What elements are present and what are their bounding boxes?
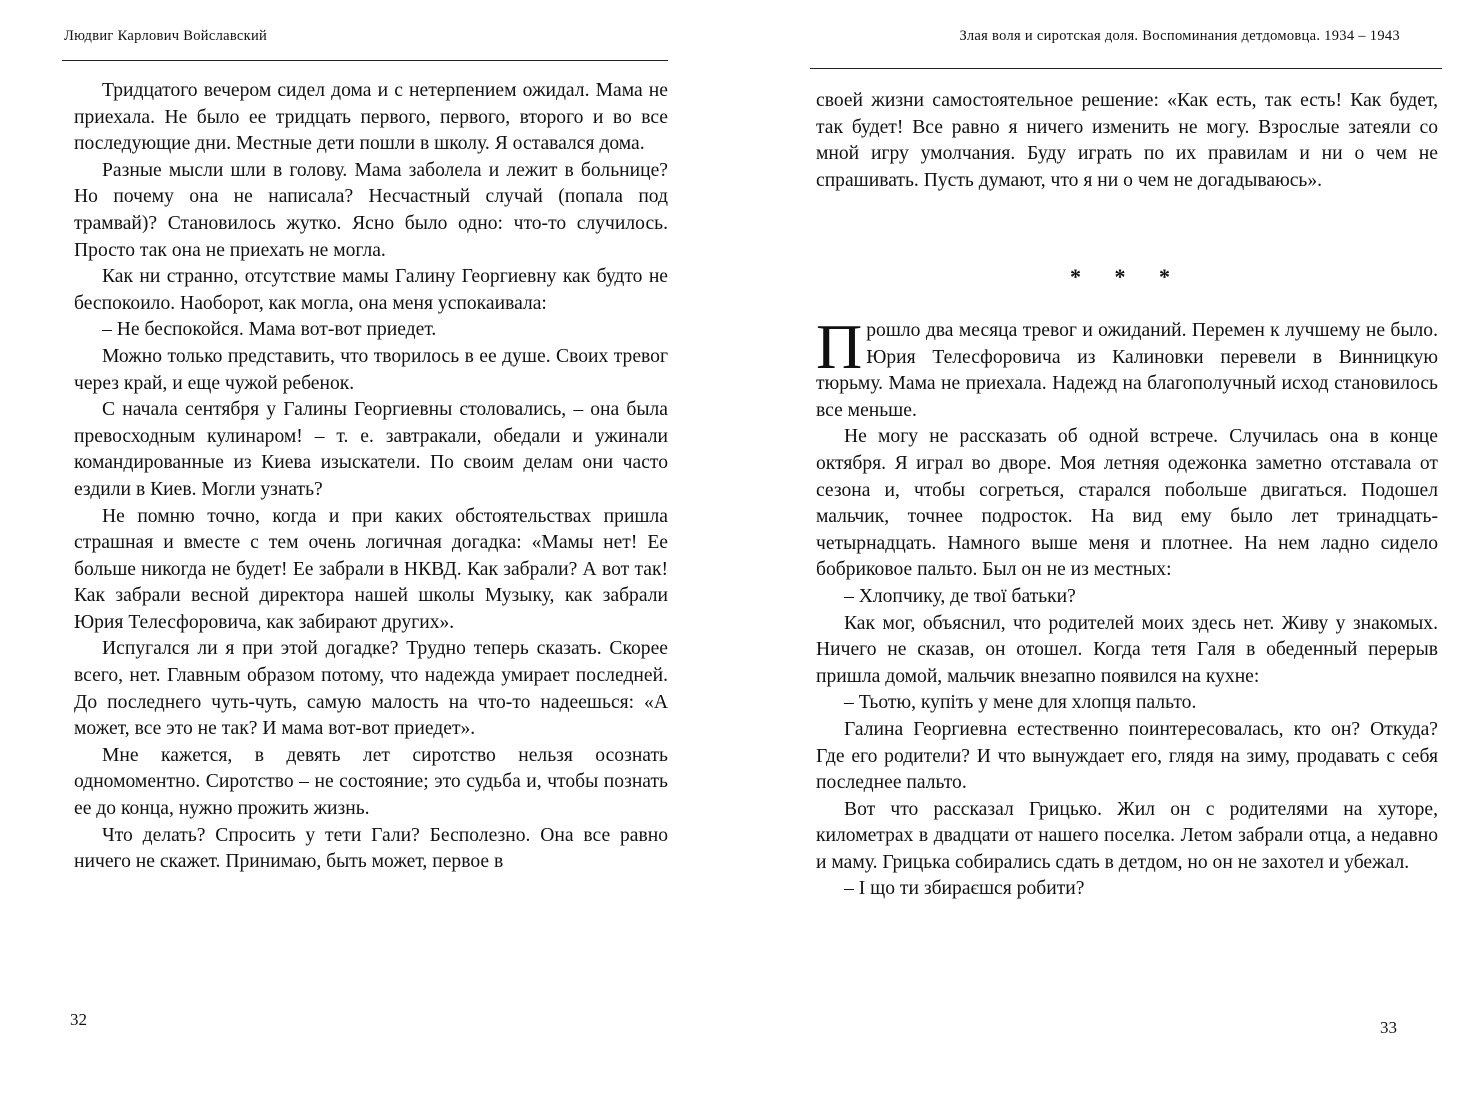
right-page: [738, 0, 1476, 1098]
paragraph: Можно только представить, что творилось в ее душе. Своих тревог через край, и еще чужой ребенок.: [74, 345, 668, 394]
paragraph: С начала сентября у Галины Георгиевны столовались, – она была превосходным кулинаром! – т. е. завтракали, обедали и ужинали командированные из Киева изыскатели. По своим делам они часто ездили в Киев. Могли узнать?: [74, 399, 668, 500]
dropcap-letter: П: [816, 311, 863, 382]
paragraph: – Хлопчику, де твої батьки?: [844, 585, 1076, 607]
paragraph: Как мог, объяснил, что родителей моих здесь нет. Живу у знакомых. Ничего не сказав, он отошел. Когда тетя Галя в обеденный перерыв пришла домой, мальчик внезапно появился на кухне:: [816, 612, 1438, 687]
paragraph: – І що ти збираєшся робити?: [844, 878, 1085, 900]
paragraph: – Не беспокойся. Мама вот-вот приедет.: [102, 319, 437, 341]
paragraph: Не помню точно, когда и при каких обстоятельствах пришла страшная и вместе с тем очень логичная догадка: «Мамы нет! Ее больше никогда не будет! Ее забрали в НКВД. Как забрали? А вот так! Как забрали весной директора нашей школы Музыку, как забрали Юрия Телесфоровича, как забирают других».: [74, 505, 668, 633]
paragraph: – Тьотю, купіть у мене для хлопця пальто.: [844, 692, 1197, 714]
paragraph: Испугался ли я при этой догадке? Трудно теперь сказать. Скорее всего, нет. Главным образом потому, что надежда умирает последней. До последнего чуть-чуть, самую малость на что-то надеешься: «А может, все это не так? И мама вот-вот приедет».: [74, 638, 668, 740]
paragraph-with-dropcap: [816, 311, 1438, 424]
paragraph: Разные мысли шли в голову. Мама заболела и лежит в больнице? Но почему она не написала? Несчастный случай (попала под трамвай)? Становилось жутко. Ясно было одно: что-то случилось. Просто так она не приехать не могла.: [74, 159, 668, 261]
left-header-rule: [62, 60, 668, 61]
paragraph: Не могу не рассказать об одной встрече. Случилась она в конце октября. Я играл во дворе. Моя летняя одежонка заметно отставала от сезона и, чтобы согреться, старался побольше двигаться. Подошел мальчик, точнее подросток. На вид ему было лет тринадцать-четырнадцать. Намного выше меня и плотнее. На нем ладно сидело бобриковое пальто. Был он не из местных:: [816, 426, 1438, 581]
section-separator: * * *: [1070, 264, 1184, 289]
right-running-head: Злая воля и сиротская доля. Воспоминания детдомовца. 1934 – 1943: [959, 28, 1400, 44]
paragraph: Тридцатого вечером сидел дома и с нетерпением ожидал. Мама не приехала. Не было ее тридцать первого, первого, второго и во все последующие дни. Местные дети пошли в школу. Я оставался дома.: [74, 80, 668, 155]
paragraph: своей жизни самостоятельное решение: «Как есть, так есть! Как будет, так будет! Все равно я ничего изменить не могу. Взрослые затеяли со мной игру умолчания. Буду играть по их правилам и ни о чем не спрашивать. Пусть думают, что я ни о чем не догадываюсь».: [816, 90, 1438, 191]
paragraph: Как ни странно, отсутствие мамы Галину Георгиевну как будто не беспокоило. Наоборот, как могла, она меня успокаивала:: [74, 266, 668, 314]
right-page-number: 33: [1380, 1018, 1397, 1037]
paragraph: Вот что рассказал Грицько. Жил он с родителями на хуторе, километрах в двадцати от нашего поселка. Летом забрали отца, а недавно и маму. Грицька собирались сдать в детдом, но он не захотел и убежал.: [816, 798, 1438, 873]
paragraph: Галина Георгиевна естественно поинтересовалась, кто он? Откуда? Где его родители? И что вынуждает его, глядя на зиму, продавать с себя последнее пальто.: [816, 718, 1438, 794]
paragraph: Что делать? Спросить у тети Гали? Бесполезно. Она все равно ничего не скажет. Принимаю, быть может, первое в: [74, 824, 668, 873]
right-header-rule: [810, 68, 1442, 69]
left-running-head: Людвиг Карлович Войславский: [64, 28, 268, 44]
right-continuation-text: [816, 88, 1438, 194]
right-body-text: [816, 311, 1438, 903]
paragraph: Мне кажется, в девять лет сиротство нельзя осознать одномоментно. Сиротство – не состояние; это судьба и, чтобы познать ее до конца, нужно прожить жизнь.: [74, 744, 668, 820]
left-body-text: [74, 78, 668, 876]
paragraph-text: рошло два месяца тревог и ожиданий. Перемен к лучшему не было. Юрия Телесфоровича из Калиновки перевели в Винницкую тюрьму. Мама не приехала. Надежд на благополучный исход становилось все меньше.: [816, 320, 1438, 421]
left-page-number: 32: [70, 1010, 87, 1029]
